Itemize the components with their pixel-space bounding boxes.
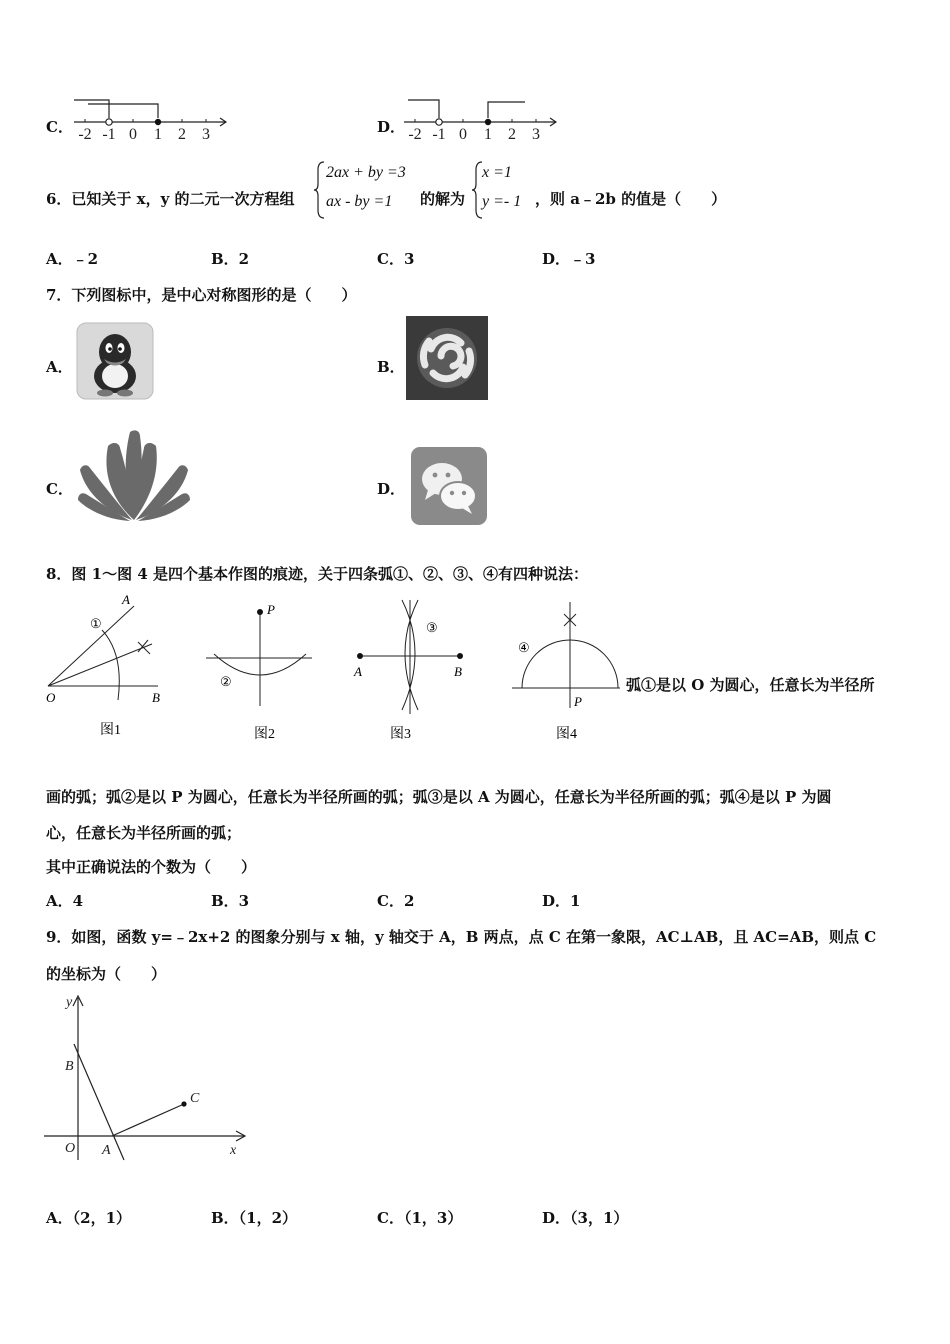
qq-penguin-icon — [76, 322, 154, 400]
q5-option-d-label: D． — [377, 118, 406, 136]
q6-equation-2: ax - by =1 — [326, 193, 393, 210]
point-label-p: P — [574, 694, 582, 709]
q6-solution-1: x =1 — [482, 164, 512, 181]
q6-stem-b: 的解为 — [420, 190, 466, 208]
q9-stem-line-2: 的坐标为（ ） — [46, 965, 167, 983]
q6-option-c: C．3 — [377, 250, 415, 268]
q9-option-b: B．（1，2） — [211, 1209, 298, 1227]
q8-description-line-3: 心，任意长为半径所画的弧； — [46, 824, 242, 842]
q8-figure-3 — [348, 592, 473, 742]
q6-option-a: A．﹣2 — [46, 250, 99, 268]
point-label-a: A — [102, 1143, 111, 1158]
wechat-logo-icon — [410, 446, 488, 526]
point-label-c: C — [190, 1091, 200, 1106]
arc-label-1: ① — [90, 616, 102, 631]
figure-caption-3: 图3 — [390, 727, 411, 742]
tick-label: -2 — [78, 126, 92, 143]
point-label-b: B — [152, 690, 160, 705]
q5-option-d-number-line — [400, 95, 565, 145]
q9-option-d: D．（3，1） — [542, 1209, 629, 1227]
q7-option-a-label: A． — [46, 358, 73, 376]
q7-option-d-label: D． — [377, 480, 406, 498]
q7-option-c-label: C． — [46, 480, 73, 498]
tick-label: 3 — [532, 126, 540, 143]
q8-stem: 8．图 1～图 4 是四个基本作图的痕迹，关于四条弧①、②、③、④有四种说法： — [46, 565, 588, 583]
q6-option-d: D．﹣3 — [542, 250, 596, 268]
huawei-logo-icon — [74, 424, 194, 524]
arc-label-4: ④ — [518, 640, 530, 655]
q9-graph — [40, 990, 255, 1165]
q8-description-line-2: 画的弧；弧②是以 P 为圆心，任意长为半径所画的弧；弧③是以 A 为圆心，任意长为半径所画的弧；弧④是以 P 为圆 — [46, 788, 832, 806]
tick-label: 1 — [484, 126, 492, 143]
point-label-p: P — [267, 602, 275, 617]
q9-option-c: C．（1，3） — [377, 1209, 463, 1227]
q7-option-b-label: B． — [377, 358, 405, 376]
q8-figure-2 — [200, 596, 320, 746]
figure-caption-1: 图1 — [100, 723, 121, 738]
q6-equation-1: 2ax + by =3 — [326, 164, 406, 181]
q8-option-a: A．4 — [46, 892, 84, 910]
q8-option-d: D．1 — [542, 892, 581, 910]
tick-label: 1 — [154, 126, 162, 143]
q8-figure-1 — [40, 588, 175, 738]
axis-label-y: y — [66, 995, 73, 1010]
point-label-a: A — [354, 664, 362, 679]
q8-description-line-1: 弧①是以 O 为圆心，任意长为半径所 — [626, 676, 875, 694]
point-label-b: B — [65, 1059, 74, 1074]
tick-label: -2 — [408, 126, 422, 143]
tick-label: 0 — [129, 126, 137, 143]
tick-label: -1 — [102, 126, 116, 143]
origin-label: O — [65, 1141, 76, 1156]
q6-system-brace — [312, 160, 326, 220]
axis-label-x: x — [230, 1143, 237, 1158]
tick-label: 2 — [178, 126, 186, 143]
q8-option-c: C．2 — [377, 892, 415, 910]
q8-question: 其中正确说法的个数为（ ） — [46, 858, 257, 876]
swirl-logo-icon — [405, 315, 489, 401]
point-label-b: B — [454, 664, 462, 679]
q8-option-b: B．3 — [211, 892, 250, 910]
q6-stem-a: 6．已知关于 x，y 的二元一次方程组 — [46, 190, 295, 208]
tick-label: 3 — [202, 126, 210, 143]
point-label-a: A — [122, 592, 130, 607]
q6-solution-2: y =- 1 — [482, 193, 522, 210]
q5-option-c-label: C． — [46, 118, 73, 136]
figure-caption-4: 图4 — [556, 727, 577, 742]
arc-label-3: ③ — [426, 620, 438, 635]
q7-stem: 7．下列图标中，是中心对称图形的是（ ） — [46, 286, 357, 304]
q9-stem-line-1: 9．如图，函数 y=﹣2x+2 的图象分别与 x 轴，y 轴交于 A，B 两点，点 C 在第一象限，AC⊥AB，且 AC=AB，则点 C — [46, 928, 877, 946]
arc-label-2: ② — [220, 674, 232, 689]
q6-option-b: B．2 — [211, 250, 250, 268]
q8-figure-4 — [508, 596, 626, 746]
figure-caption-2: 图2 — [254, 727, 275, 742]
point-label-o: O — [46, 690, 56, 705]
tick-label: -1 — [432, 126, 446, 143]
tick-label: 0 — [459, 126, 467, 143]
q9-option-a: A．（2，1） — [46, 1209, 132, 1227]
q5-option-c-number-line — [70, 95, 235, 145]
q6-stem-c: ，则 a﹣2b 的值是（ ） — [535, 190, 727, 208]
tick-label: 2 — [508, 126, 516, 143]
